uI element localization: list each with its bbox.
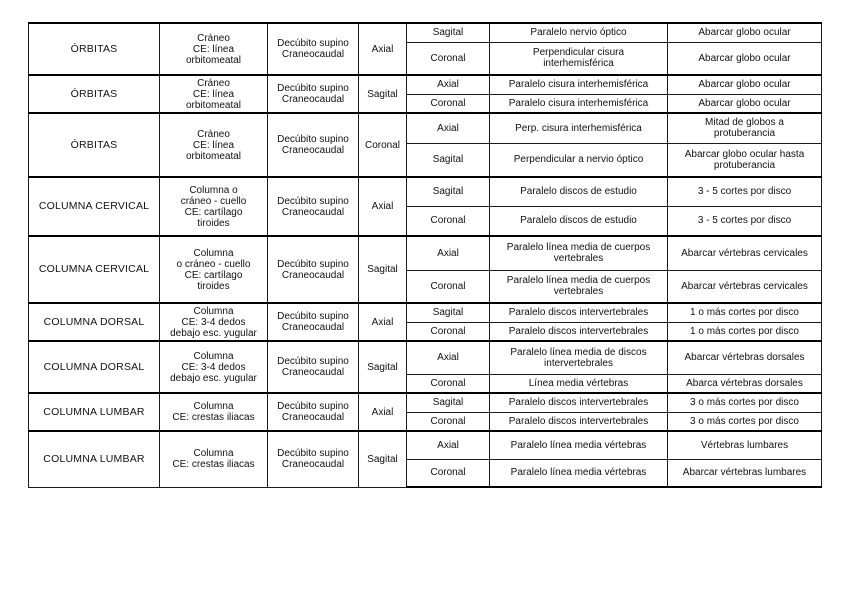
reconstruction-plane-cell: Sagital xyxy=(407,143,490,177)
table-row xyxy=(29,431,822,459)
orientation-cell: Paralelo discos de estudio xyxy=(490,177,668,206)
coverage-cell: Abarcar vértebras cervicales xyxy=(668,236,822,270)
table-row xyxy=(29,393,822,412)
reconstruction-plane-cell: Coronal xyxy=(407,459,490,487)
centering-cell: Cráneo CE: línea orbitomeatal xyxy=(160,113,268,177)
orientation-cell: Paralelo línea media de cuerpos vertebrales xyxy=(490,236,668,270)
reconstruction-plane-cell: Coronal xyxy=(407,322,490,341)
reconstruction-plane-cell: Axial xyxy=(407,113,490,143)
centering-cell: Cráneo CE: línea orbitomeatal xyxy=(160,23,268,75)
reconstruction-plane-cell: Coronal xyxy=(407,412,490,431)
centering-cell: Cráneo CE: línea orbitomeatal xyxy=(160,75,268,113)
position-cell: Decúbito supino Craneocaudal xyxy=(268,177,359,236)
coverage-cell: Abarca vértebras dorsales xyxy=(668,374,822,393)
orientation-cell: Línea media vértebras xyxy=(490,374,668,393)
reconstruction-plane-cell: Axial xyxy=(407,236,490,270)
coverage-cell: 1 o más cortes por disco xyxy=(668,322,822,341)
coverage-cell: 1 o más cortes por disco xyxy=(668,303,822,322)
position-cell: Decúbito supino Craneocaudal xyxy=(268,75,359,113)
position-cell: Decúbito supino Craneocaudal xyxy=(268,393,359,431)
reconstruction-plane-cell: Axial xyxy=(407,431,490,459)
region-cell: ÓRBITAS xyxy=(29,23,160,75)
coverage-cell: Abarcar globo ocular xyxy=(668,75,822,94)
orientation-cell: Paralelo cisura interhemisférica xyxy=(490,75,668,94)
centering-cell: Columna o cráneo - cuello CE: cartílago tiroides xyxy=(160,236,268,303)
orientation-cell: Paralelo línea media vértebras xyxy=(490,431,668,459)
centering-cell: Columna CE: crestas iliacas xyxy=(160,393,268,431)
position-cell: Decúbito supino Craneocaudal xyxy=(268,113,359,177)
coverage-cell: 3 o más cortes por disco xyxy=(668,393,822,412)
ct-protocol-table xyxy=(28,22,822,488)
region-cell: COLUMNA DORSAL xyxy=(29,341,160,393)
position-cell: Decúbito supino Craneocaudal xyxy=(268,341,359,393)
orientation-cell: Paralelo discos intervertebrales xyxy=(490,412,668,431)
reconstruction-plane-cell: Axial xyxy=(407,75,490,94)
region-cell: COLUMNA DORSAL xyxy=(29,303,160,341)
reconstruction-plane-cell: Coronal xyxy=(407,374,490,393)
position-cell: Decúbito supino Craneocaudal xyxy=(268,303,359,341)
acquisition-plane-cell: Sagital xyxy=(359,431,407,487)
table-row xyxy=(29,75,822,94)
table-row xyxy=(29,303,822,322)
region-cell: ÓRBITAS xyxy=(29,113,160,177)
table-row xyxy=(29,23,822,42)
orientation-cell: Paralelo línea media de cuerpos vertebrales xyxy=(490,270,668,303)
coverage-cell: Abarcar globo ocular xyxy=(668,23,822,42)
coverage-cell: 3 - 5 cortes por disco xyxy=(668,177,822,206)
region-cell: COLUMNA CERVICAL xyxy=(29,236,160,303)
orientation-cell: Perpendicular a nervio óptico xyxy=(490,143,668,177)
coverage-cell: Abarcar vértebras cervicales xyxy=(668,270,822,303)
position-cell: Decúbito supino Craneocaudal xyxy=(268,23,359,75)
reconstruction-plane-cell: Axial xyxy=(407,341,490,374)
orientation-cell: Paralelo discos intervertebrales xyxy=(490,322,668,341)
reconstruction-plane-cell: Coronal xyxy=(407,270,490,303)
coverage-cell: Abarcar globo ocular xyxy=(668,94,822,113)
orientation-cell: Paralelo cisura interhemisférica xyxy=(490,94,668,113)
coverage-cell: Vértebras lumbares xyxy=(668,431,822,459)
orientation-cell: Paralelo línea media vértebras xyxy=(490,459,668,487)
acquisition-plane-cell: Sagital xyxy=(359,75,407,113)
reconstruction-plane-cell: Sagital xyxy=(407,177,490,206)
acquisition-plane-cell: Sagital xyxy=(359,341,407,393)
coverage-cell: Mitad de globos a protuberancia xyxy=(668,113,822,143)
acquisition-plane-cell: Axial xyxy=(359,23,407,75)
reconstruction-plane-cell: Sagital xyxy=(407,23,490,42)
centering-cell: Columna o cráneo - cuello CE: cartílago tiroides xyxy=(160,177,268,236)
orientation-cell: Perp. cisura interhemisférica xyxy=(490,113,668,143)
acquisition-plane-cell: Axial xyxy=(359,303,407,341)
position-cell: Decúbito supino Craneocaudal xyxy=(268,236,359,303)
coverage-cell: Abarcar vértebras dorsales xyxy=(668,341,822,374)
orientation-cell: Paralelo nervio óptico xyxy=(490,23,668,42)
region-cell: COLUMNA CERVICAL xyxy=(29,177,160,236)
orientation-cell: Paralelo línea media de discos intervertebrales xyxy=(490,341,668,374)
centering-cell: Columna CE: 3-4 dedos debajo esc. yugular xyxy=(160,303,268,341)
coverage-cell: Abarcar globo ocular xyxy=(668,42,822,75)
acquisition-plane-cell: Axial xyxy=(359,177,407,236)
coverage-cell: Abarcar globo ocular hasta protuberancia xyxy=(668,143,822,177)
region-cell: COLUMNA LUMBAR xyxy=(29,431,160,487)
reconstruction-plane-cell: Sagital xyxy=(407,393,490,412)
centering-cell: Columna CE: crestas iliacas xyxy=(160,431,268,487)
table-row xyxy=(29,341,822,374)
table-row xyxy=(29,236,822,270)
orientation-cell: Paralelo discos intervertebrales xyxy=(490,303,668,322)
protocol-rows xyxy=(29,23,822,487)
orientation-cell: Paralelo discos de estudio xyxy=(490,206,668,236)
orientation-cell: Perpendicular cisura interhemisférica xyxy=(490,42,668,75)
orientation-cell: Paralelo discos intervertebrales xyxy=(490,393,668,412)
reconstruction-plane-cell: Coronal xyxy=(407,206,490,236)
table-row xyxy=(29,177,822,206)
reconstruction-plane-cell: Coronal xyxy=(407,42,490,75)
acquisition-plane-cell: Coronal xyxy=(359,113,407,177)
reconstruction-plane-cell: Sagital xyxy=(407,303,490,322)
region-cell: COLUMNA LUMBAR xyxy=(29,393,160,431)
table-row xyxy=(29,113,822,143)
acquisition-plane-cell: Sagital xyxy=(359,236,407,303)
coverage-cell: Abarcar vértebras lumbares xyxy=(668,459,822,487)
acquisition-plane-cell: Axial xyxy=(359,393,407,431)
position-cell: Decúbito supino Craneocaudal xyxy=(268,431,359,487)
centering-cell: Columna CE: 3-4 dedos debajo esc. yugular xyxy=(160,341,268,393)
coverage-cell: 3 - 5 cortes por disco xyxy=(668,206,822,236)
coverage-cell: 3 o más cortes por disco xyxy=(668,412,822,431)
region-cell: ÓRBITAS xyxy=(29,75,160,113)
reconstruction-plane-cell: Coronal xyxy=(407,94,490,113)
